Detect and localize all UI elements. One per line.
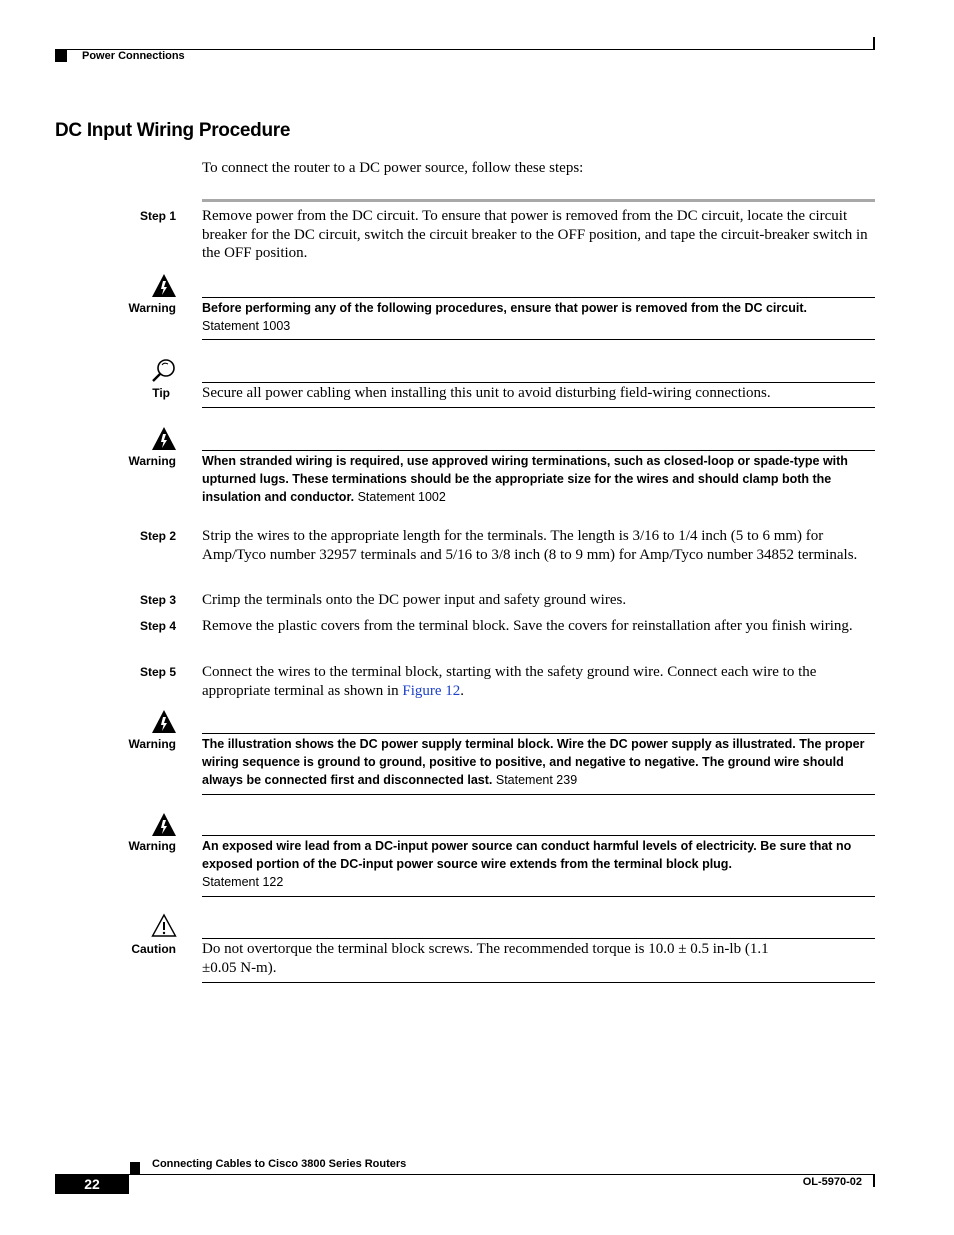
footer-tick: [873, 1174, 875, 1187]
figure-12-link[interactable]: Figure 12: [402, 682, 461, 699]
step-2-label: Step 2: [139, 529, 176, 543]
footer-book-title: Connecting Cables to Cisco 3800 Series Routers: [152, 1158, 407, 1170]
tip-top-rule: [202, 382, 875, 383]
warning-hand-icon: [151, 273, 177, 299]
tip-bottom-rule: [202, 407, 875, 408]
warning-2-statement: Statement 1002: [357, 490, 446, 504]
warning-1-bottom-rule: [202, 339, 875, 340]
document-id: OL-5970-02: [802, 1176, 862, 1188]
warning-2-text: [202, 452, 875, 506]
warning-4-bottom-rule: [202, 896, 875, 897]
step-4-text: Remove the plastic covers from the terminal block. Save the covers for reinstallation after you finish wiring.: [202, 618, 853, 634]
warning-1-statement: Statement 1003: [202, 319, 291, 333]
warning-4-top-rule: [202, 835, 875, 836]
warning-3-label: Warning: [128, 737, 176, 751]
step-5-label: Step 5: [139, 665, 176, 679]
caution-label: Caution: [131, 942, 176, 956]
warning-hand-icon: [151, 812, 177, 838]
warning-2-label: Warning: [128, 454, 176, 468]
footer-rule: [55, 1174, 875, 1175]
warning-3-statement: Statement 239: [495, 773, 578, 787]
procedure-top-rule: [202, 199, 875, 202]
warning-1-top-rule: [202, 297, 875, 298]
warning-3-text: [202, 735, 875, 789]
caution-text: Do not overtorque the terminal block screws. The recommended torque is 10.0 ± 0.5 in-lb (1.1 ±0.05 N-m).: [202, 941, 769, 976]
step-5-text: [202, 663, 875, 700]
warning-3-bottom-rule: [202, 794, 875, 795]
caution-triangle-icon: [151, 913, 177, 939]
caution-top-rule: [202, 938, 875, 939]
step-2-text: Strip the wires to the appropriate length for the terminals. The length is 3/16 to 1/4 inch (5 to 6 mm) for Amp/Tyco number 32957 terminals and 5/16 to 3/8 inch (8 to 9 mm) for Amp/Tyco number 34852 terminals.: [202, 528, 858, 563]
caution-bottom-rule: [202, 982, 875, 983]
header-marker: [55, 50, 67, 62]
tip-text: Secure all power cabling when installing this unit to avoid disturbing field-wiring connections.: [202, 385, 771, 401]
footer-marker: [130, 1162, 140, 1174]
step-3-label: Step 3: [139, 593, 176, 607]
warning-1-bold: Before performing any of the following procedures, ensure that power is removed from the DC circuit.: [202, 301, 807, 315]
tip-label: Tip: [152, 386, 170, 400]
warning-3-bold: The illustration shows the DC power supply terminal block. Wire the DC power supply as illustrated. The proper wiring sequence is ground to ground, positive to positive, and negative to negative. The ground wire should always be connected first and disconnected last.: [202, 737, 865, 787]
warning-1-label: Warning: [128, 301, 176, 315]
warning-4-statement: Statement 122: [202, 875, 284, 889]
step-5-text-after: .: [460, 682, 465, 699]
warning-2-top-rule: [202, 450, 875, 451]
warning-3-top-rule: [202, 733, 875, 734]
step-1-text: Remove power from the DC circuit. To ensure that power is removed from the DC circuit, locate the circuit breaker for the DC circuit, switch the circuit breaker to the OFF position, and tape the circuit-breaker switch in the OFF position.: [202, 208, 868, 261]
warning-hand-icon: [151, 709, 177, 735]
warning-4-text: [202, 837, 875, 891]
step-1-label: Step 1: [139, 209, 176, 223]
step-4-label: Step 4: [139, 619, 176, 633]
step-3-text: Crimp the terminals onto the DC power input and safety ground wires.: [202, 592, 627, 608]
step-5-text-before: Connect the wires to the terminal block, starting with the safety ground wire. Connect each wire to the appropriate terminal as shown in: [202, 664, 817, 699]
warning-4-bold: An exposed wire lead from a DC-input power source can conduct harmful levels of electricity. Be sure that no exposed portion of the DC-input power source wire extends from the terminal block plug.: [202, 839, 852, 871]
warning-1-text: [202, 299, 875, 335]
warning-2-bold: When stranded wiring is required, use approved wiring terminations, such as closed-loop or spade-type with upturned lugs. These terminations should be the appropriate size for the wires and should clamp both the insulation and conductor.: [202, 454, 848, 504]
intro-text: To connect the router to a DC power source, follow these steps:: [202, 160, 584, 176]
warning-4-label: Warning: [128, 839, 176, 853]
page-title: DC Input Wiring Procedure: [55, 120, 291, 141]
warning-hand-icon: [151, 426, 177, 452]
header-section: Power Connections: [82, 50, 185, 62]
page-number: 22: [55, 1174, 129, 1194]
header-tick: [873, 37, 875, 50]
magnifier-icon: [151, 357, 177, 383]
